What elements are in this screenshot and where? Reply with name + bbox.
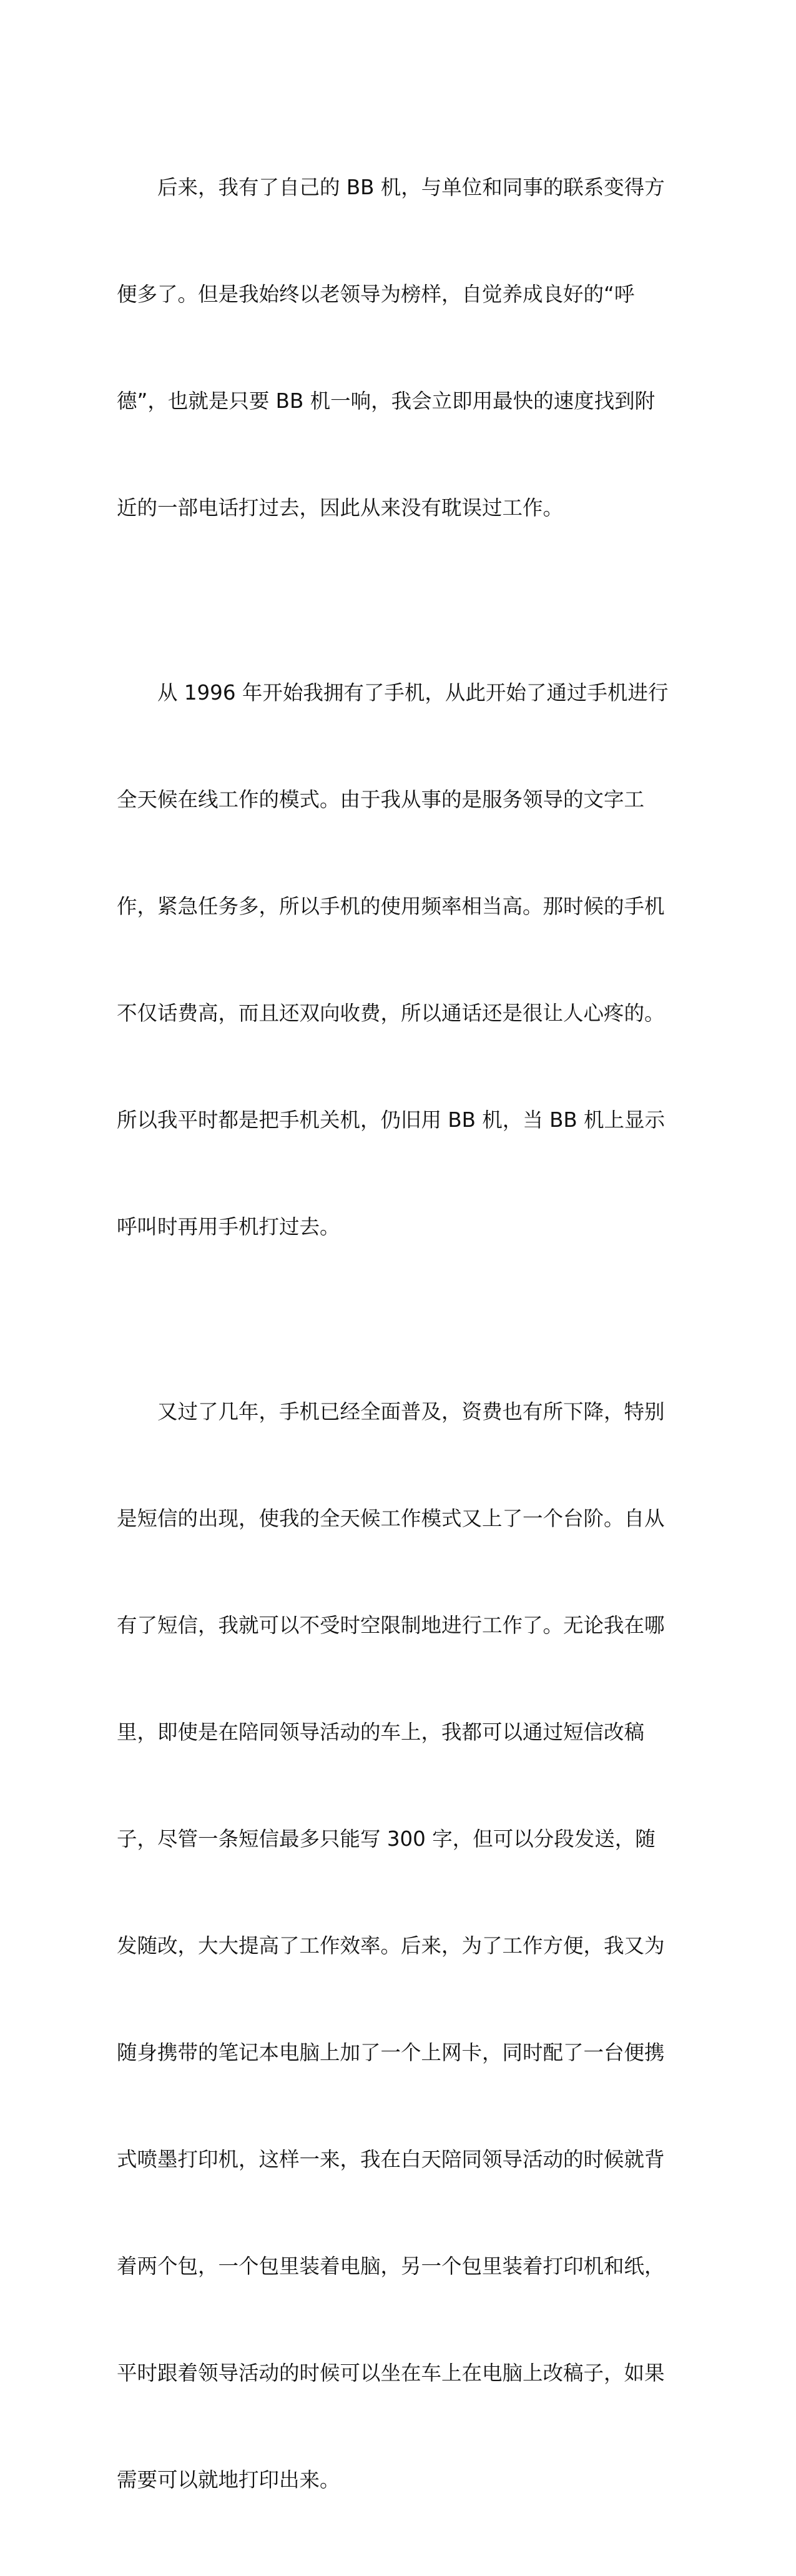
document-body: [117, 99, 679, 2576]
paragraph-1: [117, 99, 679, 597]
paragraph-3: [117, 1323, 679, 2569]
paragraph-line: 子，尽管一条短信最多只能写 300 字，但可以分段发送，随: [117, 1827, 656, 1851]
paragraph-line: 有了短信，我就可以不受时空限制地进行工作了。无论我在哪: [117, 1613, 665, 1637]
paragraph-line: 不仅话费高，而且还双向收费，所以通话还是很让人心疼的。: [117, 1001, 665, 1025]
paragraph-line: 随身携带的笔记本电脑上加了一个上网卡，同时配了一台便携: [117, 2041, 665, 2064]
paragraph-line: 式喷墨打印机，这样一来，我在白天陪同领导活动的时候就背: [117, 2147, 665, 2171]
paragraph-line: 是短信的出现，使我的全天候工作模式又上了一个台阶。自从: [117, 1507, 665, 1530]
paragraph-line: 全天候在线工作的模式。由于我从事的是服务领导的文字工: [117, 788, 645, 811]
paragraph-line: 里，即使是在陪同领导活动的车上，我都可以通过短信改稿: [117, 1720, 645, 1744]
paragraph-line: 平时跟着领导活动的时候可以坐在车上在电脑上改稿子，如果: [117, 2361, 665, 2385]
paragraph-line: 德”，也就是只要 BB 机一响，我会立即用最快的速度找到附: [117, 389, 656, 413]
paragraph-line: 需要可以就地打印出来。: [117, 2468, 340, 2492]
paragraph-line: 后来，我有了自己的 BB 机，与单位和同事的联系变得方: [157, 176, 665, 199]
paragraph-line: 着两个包，一个包里装着电脑，另一个包里装着打印机和纸，: [117, 2254, 665, 2278]
paragraph-line: 便多了。但是我始终以老领导为榜样，自觉养成良好的“呼: [117, 282, 635, 306]
paragraph-line: 又过了几年，手机已经全面普及，资费也有所下降，特别: [157, 1400, 665, 1424]
paragraph-line: 呼叫时再用手机打过去。: [117, 1215, 340, 1239]
paragraph-line: 所以我平时都是把手机关机，仍旧用 BB 机，当 BB 机上显示: [117, 1108, 666, 1132]
paragraph-line: 近的一部电话打过去，因此从来没有耽误过工作。: [117, 496, 564, 520]
paragraph-line: 作，紧急任务多，所以手机的使用频率相当高。那时候的手机: [117, 894, 665, 918]
paragraph-line: 从 1996 年开始我拥有了手机，从此开始了通过手机进行: [157, 681, 669, 705]
paragraph-2: [117, 604, 679, 1316]
paragraph-line: 发随改，大大提高了工作效率。后来，为了工作方便，我又为: [117, 1934, 665, 1958]
